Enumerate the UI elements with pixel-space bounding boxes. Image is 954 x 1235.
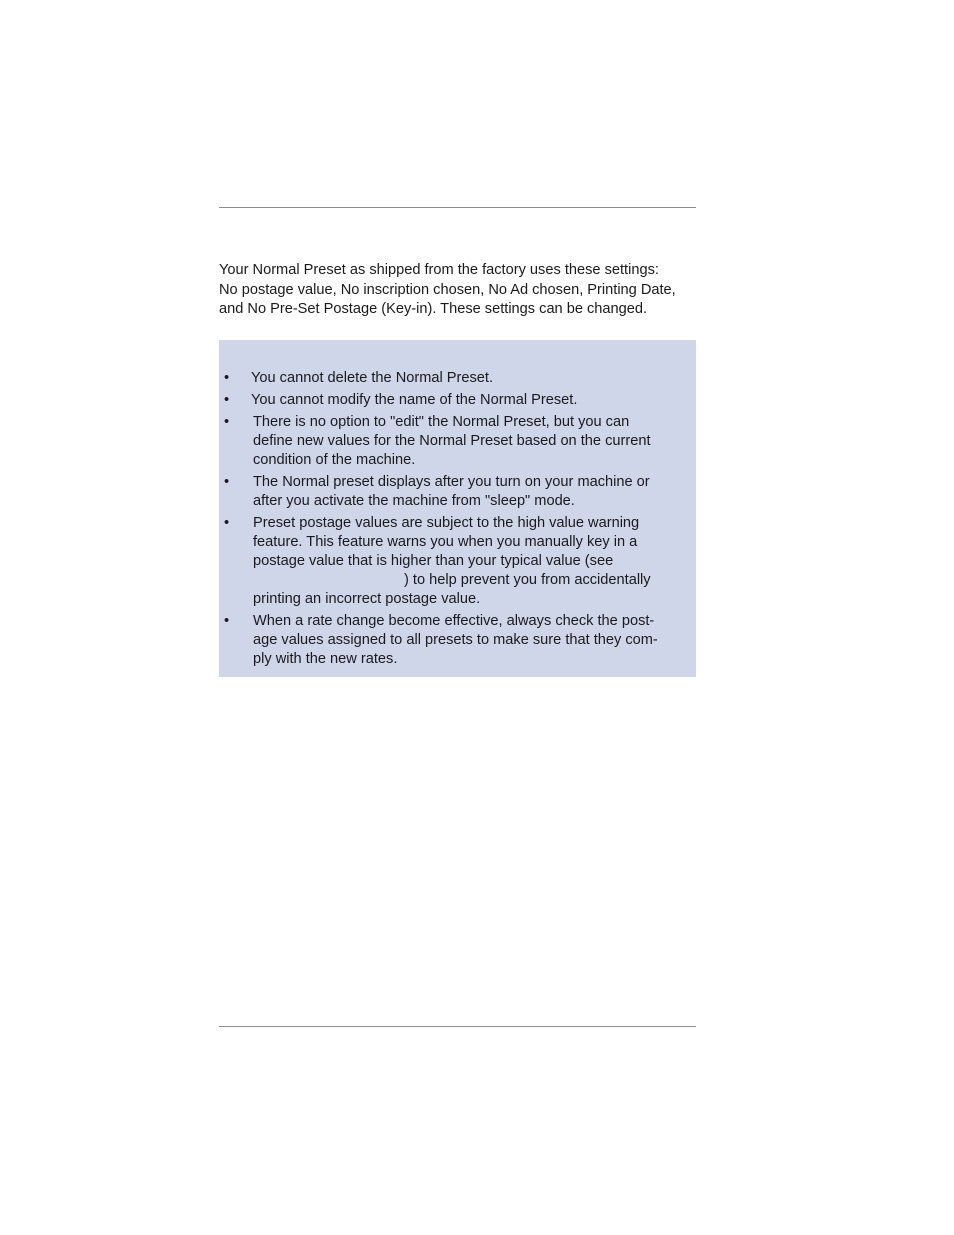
note-line: after you activate the machine from "sleep" mode. xyxy=(253,493,575,509)
bullet-icon: • xyxy=(224,370,230,386)
note-line: age values assigned to all presets to make sure that they com- xyxy=(253,632,658,648)
note-line: The Normal preset displays after you turn on your machine or xyxy=(253,474,650,490)
note-line: You cannot modify the name of the Normal Preset. xyxy=(251,392,578,408)
note-line: condition of the machine. xyxy=(253,452,416,468)
note-line: postage value that is higher than your typical value (see xyxy=(253,553,614,569)
intro-line: No postage value, No inscription chosen, No Ad chosen, Printing Date, xyxy=(219,281,676,298)
note-line: Preset postage values are subject to the high value warning xyxy=(253,515,640,531)
note-item xyxy=(219,473,696,511)
note-line: feature. This feature warns you when you manually key in a xyxy=(253,534,638,550)
bullet-icon: • xyxy=(224,392,230,408)
note-line: There is no option to "edit" the Normal Preset, but you can xyxy=(253,414,630,430)
header-rule xyxy=(219,207,696,208)
note-item xyxy=(219,514,696,609)
note-list xyxy=(219,369,696,672)
bullet-icon: • xyxy=(224,515,230,531)
note-item xyxy=(219,369,696,388)
note-line: When a rate change become effective, always check the post- xyxy=(253,613,655,629)
note-box xyxy=(219,340,696,677)
footer-rule xyxy=(219,1026,696,1027)
bullet-icon: • xyxy=(224,474,230,490)
intro-line: and No Pre-Set Postage (Key-in). These settings can be changed. xyxy=(219,301,648,318)
note-item xyxy=(219,413,696,470)
note-line: You cannot delete the Normal Preset. xyxy=(251,370,494,386)
note-line: define new values for the Normal Preset based on the current xyxy=(253,433,651,449)
note-line: ply with the new rates. xyxy=(253,651,398,667)
note-line: printing an incorrect postage value. xyxy=(253,591,481,607)
bullet-icon: • xyxy=(224,613,230,629)
bullet-icon: • xyxy=(224,414,230,430)
intro-paragraph xyxy=(219,261,699,320)
note-line: ) to help prevent you from accidentally xyxy=(404,572,651,588)
note-item xyxy=(219,391,696,410)
intro-line: Your Normal Preset as shipped from the factory uses these settings: xyxy=(219,262,659,278)
note-item xyxy=(219,612,696,669)
